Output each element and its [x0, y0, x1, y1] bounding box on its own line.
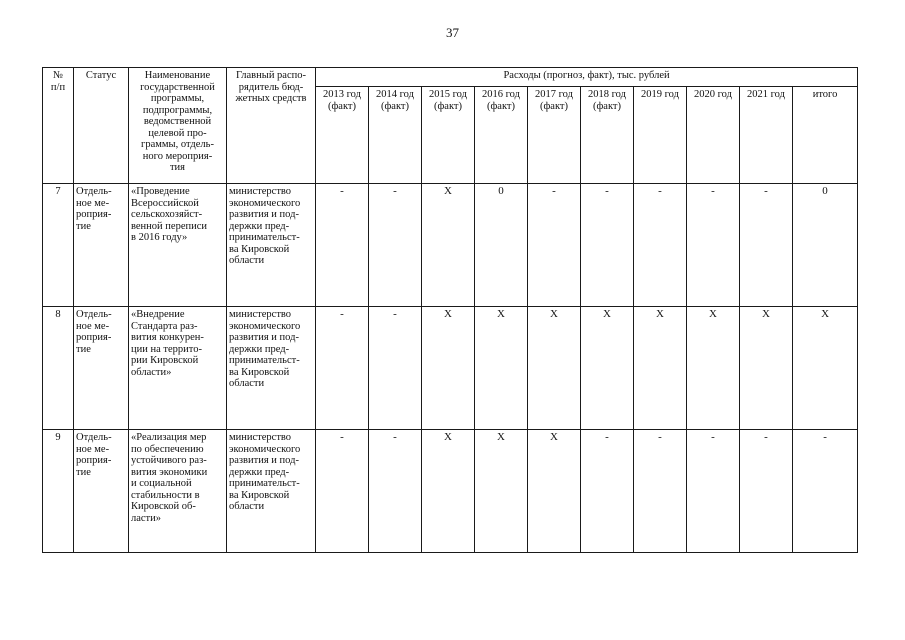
row-total: X — [793, 307, 858, 430]
header-name: Наименование государственной программы, подпрограммы, ведомственной целевой про- граммы, отдель- ного мероприя- тия — [129, 68, 227, 184]
expenses-table — [42, 67, 858, 553]
header-year: 2015 год (факт) — [422, 87, 475, 184]
row-name: «Внедрение Стандарта раз- вития конкурен- ции на террито- рии Кировской области» — [129, 307, 227, 430]
page-number: 37 — [446, 25, 459, 40]
header-year: 2019 год — [634, 87, 687, 184]
row-total: 0 — [793, 184, 858, 307]
row-value: 0 — [475, 184, 528, 307]
row-value: - — [369, 430, 422, 553]
row-value: - — [740, 430, 793, 553]
row-status: Отдель- ное ме- роприя- тие — [74, 430, 129, 553]
row-value: X — [422, 307, 475, 430]
row-value: X — [422, 184, 475, 307]
table-row — [43, 184, 858, 307]
row-value: X — [422, 430, 475, 553]
row-value: - — [581, 184, 634, 307]
row-manager: министерство экономического развития и под- держки пред- принимательст- ва Кировской области — [227, 184, 316, 307]
table-row — [43, 430, 858, 553]
row-value: - — [634, 430, 687, 553]
row-value: - — [369, 184, 422, 307]
row-value: - — [316, 430, 369, 553]
header-year: 2018 год (факт) — [581, 87, 634, 184]
header-year: 2020 год — [687, 87, 740, 184]
table-row — [43, 307, 858, 430]
header-num: № п/п — [43, 68, 74, 184]
row-total: - — [793, 430, 858, 553]
header-year: 2016 год (факт) — [475, 87, 528, 184]
row-manager: министерство экономического развития и под- держки пред- принимательст- ва Кировской области — [227, 307, 316, 430]
row-value: X — [634, 307, 687, 430]
row-value: X — [581, 307, 634, 430]
header-year: 2021 год — [740, 87, 793, 184]
row-num: 8 — [43, 307, 74, 430]
row-value: - — [634, 184, 687, 307]
row-value: X — [528, 307, 581, 430]
row-value: X — [687, 307, 740, 430]
row-status: Отдель- ное ме- роприя- тие — [74, 307, 129, 430]
header-status: Статус — [74, 68, 129, 184]
row-num: 9 — [43, 430, 74, 553]
header-expenses-group: Расходы (прогноз, факт), тыс. рублей — [316, 68, 858, 87]
header-year: 2017 год (факт) — [528, 87, 581, 184]
row-value: X — [475, 430, 528, 553]
row-value: - — [687, 184, 740, 307]
row-value: - — [740, 184, 793, 307]
header-year: 2013 год (факт) — [316, 87, 369, 184]
row-value: X — [740, 307, 793, 430]
row-name: «Реализация мер по обеспечению устойчивого раз- вития экономики и социальной стабильности в Кировской об- ласти» — [129, 430, 227, 553]
row-value: X — [475, 307, 528, 430]
row-value: - — [369, 307, 422, 430]
row-status: Отдель- ное ме- роприя- тие — [74, 184, 129, 307]
header-manager: Главный распо- рядитель бюд- жетных средств — [227, 68, 316, 184]
row-value: - — [687, 430, 740, 553]
header-year: 2014 год (факт) — [369, 87, 422, 184]
header-total: итого — [793, 87, 858, 184]
row-num: 7 — [43, 184, 74, 307]
row-value: - — [581, 430, 634, 553]
row-manager: министерство экономического развития и под- держки пред- принимательст- ва Кировской области — [227, 430, 316, 553]
row-value: - — [316, 184, 369, 307]
row-value: X — [528, 430, 581, 553]
row-value: - — [528, 184, 581, 307]
row-name: «Проведение Всероссийской сельскохозяйст- венной переписи в 2016 году» — [129, 184, 227, 307]
row-value: - — [316, 307, 369, 430]
